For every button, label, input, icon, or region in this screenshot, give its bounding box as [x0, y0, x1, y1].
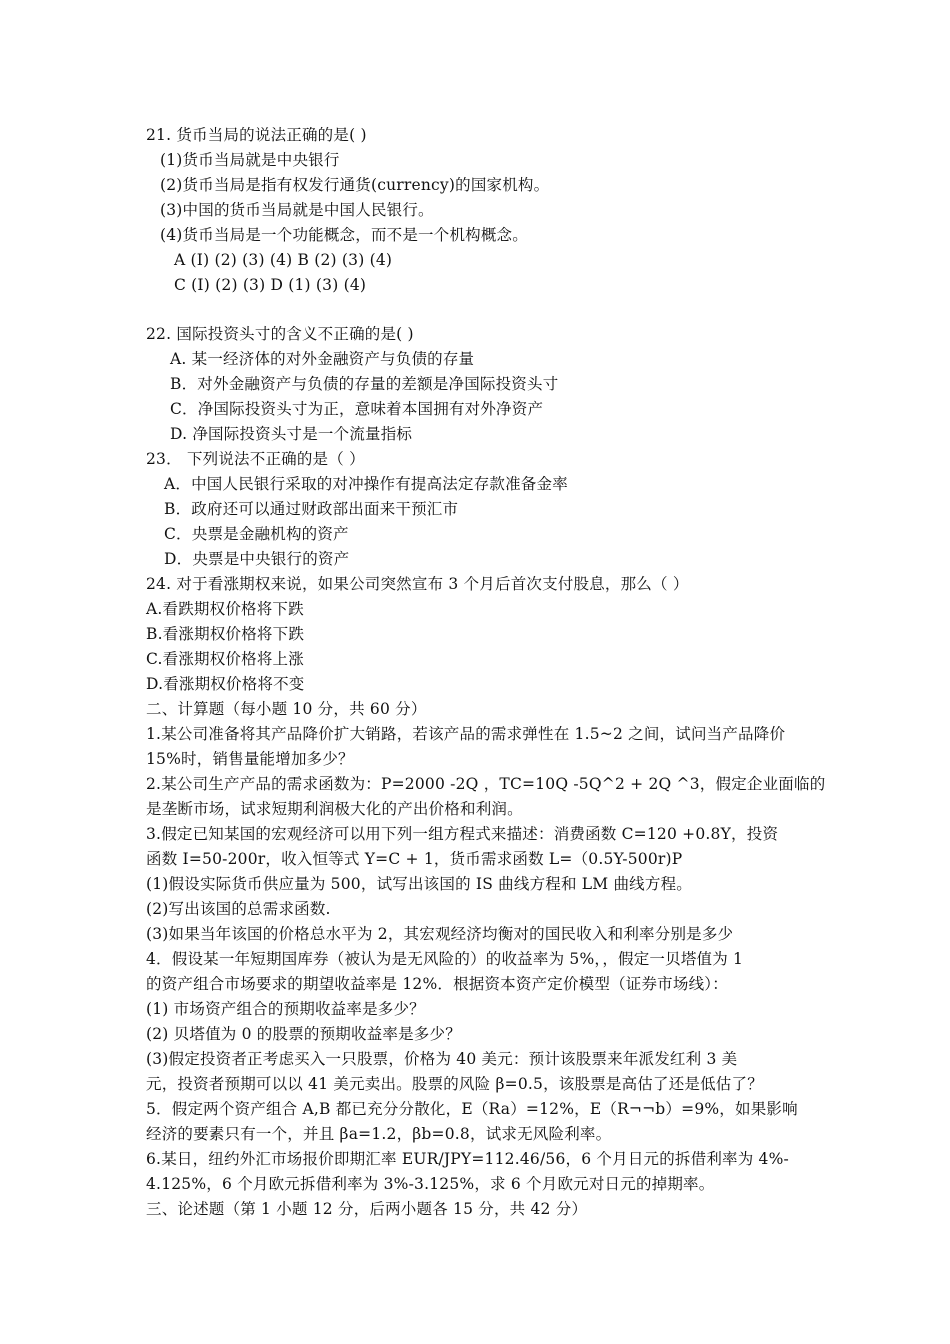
q23-option-b: B．政府还可以通过财政部出面来干预汇市 [164, 500, 459, 518]
q21-stem: 21. 货币当局的说法正确的是( ) [146, 126, 367, 144]
calc-2-line-2: 是垄断市场，试求短期利润极大化的产出价格和利润。 [146, 800, 523, 818]
q23-option-c: C．央票是金融机构的资产 [164, 525, 349, 543]
q24-option-c: C.看涨期权价格将上涨 [146, 650, 304, 668]
q22-option-d: D. 净国际投资头寸是一个流量指标 [170, 425, 413, 443]
calc-4-sub-3-line-2: 元，投资者预期可以以 41 美元卖出。股票的风险 β=0.5，该股票是高估了还是低估了？ [146, 1075, 763, 1093]
calc-3-sub-2: (2)写出该国的总需求函数. [146, 900, 331, 918]
q24-option-b: B.看涨期权价格将下跌 [146, 625, 305, 643]
q24-option-d: D.看涨期权价格将不变 [146, 675, 305, 693]
calc-5-line-1: 5．假定两个资产组合 A,B 都已充分分散化，E（Ra）=12%，E（R¬¬b）=9%，如果影响 [146, 1100, 798, 1118]
q21-item-2: (2)货币当局是指有权发行通货(currency)的国家机构。 [160, 176, 550, 194]
section-3-heading: 三、论述题（第 1 小题 12 分，后两小题各 15 分，共 42 分） [146, 1200, 588, 1218]
calc-6-line-2: 4.125%，6 个月欧元拆借利率为 3%-3.125%，求 6 个月欧元对日元的掉期率。 [146, 1175, 715, 1193]
calc-4-sub-2: (2) 贝塔值为 0 的股票的预期收益率是多少？ [146, 1025, 461, 1043]
q21-item-4: (4)货币当局是一个功能概念，而不是一个机构概念。 [160, 226, 528, 244]
calc-1-line-2: 15%时，销售量能增加多少？ [146, 750, 354, 768]
q21-options-cd: C (I) (2) (3) D (1) (3) (4) [174, 276, 367, 294]
section-2-heading: 二、计算题（每小题 10 分，共 60 分） [146, 700, 427, 718]
q23-option-d: D．央票是中央银行的资产 [164, 550, 350, 568]
q22-option-c: C．净国际投资头寸为正，意味着本国拥有对外净资产 [170, 400, 544, 418]
q21-options-ab: A (I) (2) (3) (4) B (2) (3) (4) [174, 251, 393, 269]
calc-3-sub-3: (3)如果当年该国的价格总水平为 2，其宏观经济均衡对的国民收入和利率分别是多少 [146, 925, 734, 943]
calc-4-line-1: 4．假设某一年短期国库券（被认为是无风险的）的收益率为 5%，，假定一贝塔值为 1 [146, 950, 744, 968]
q24-option-a: A.看跌期权价格将下跌 [146, 600, 304, 618]
calc-5-line-2: 经济的要素只有一个，并且 βa=1.2，βb=0.8，试求无风险利率。 [146, 1125, 612, 1143]
calc-1-line-1: 1.某公司准备将其产品降价扩大销路，若该产品的需求弹性在 1.5~2 之间，试问当产品降价 [146, 725, 786, 743]
q22-option-b: B．对外金融资产与负债的存量的差额是净国际投资头寸 [170, 375, 559, 393]
calc-3-line-1: 3.假定已知某国的宏观经济可以用下列一组方程式来描述：消费函数 C=120 +0.8Y，投资 [146, 825, 779, 843]
calc-3-sub-1: (1)假设实际货币供应量为 500，试写出该国的 IS 曲线方程和 LM 曲线方程。 [146, 875, 692, 893]
calc-2-line-1: 2.某公司生产产品的需求函数为：P=2000 -2Q ，TC=10Q -5Q^2 + 2Q ^3，假定企业面临的 [146, 775, 826, 793]
q23-stem: 23． 下列说法不正确的是（ ） [146, 450, 365, 468]
calc-4-sub-3-line-1: (3)假定投资者正考虑买入一只股票，价格为 40 美元：预计该股票来年派发红利 3 美 [146, 1050, 738, 1068]
q22-stem: 22. 国际投资头寸的含义不正确的是( ) [146, 325, 414, 343]
calc-4-sub-1: (1) 市场资产组合的预期收益率是多少？ [146, 1000, 425, 1018]
q21-item-1: (1)货币当局就是中央银行 [160, 151, 340, 169]
q21-item-3: (3)中国的货币当局就是中国人民银行。 [160, 201, 434, 219]
q24-stem: 24. 对于看涨期权来说，如果公司突然宣布 3 个月后首次支付股息，那么（ ） [146, 575, 689, 593]
calc-6-line-1: 6.某日，纽约外汇市场报价即期汇率 EUR/JPY=112.46/56，6 个月日元的拆借利率为 4%- [146, 1150, 789, 1168]
calc-3-line-2: 函数 I=50-200r，收入恒等式 Y=C + 1，货币需求函数 L=（0.5Y-500r)P [146, 850, 683, 868]
calc-4-line-2: 的资产组合市场要求的期望收益率是 12%．根据资本资产定价模型（证券市场线）： [146, 975, 728, 993]
q22-option-a: A. 某一经济体的对外金融资产与负债的存量 [170, 350, 475, 368]
q23-option-a: A．中国人民银行采取的对冲操作有提高法定存款准备金率 [164, 475, 568, 493]
